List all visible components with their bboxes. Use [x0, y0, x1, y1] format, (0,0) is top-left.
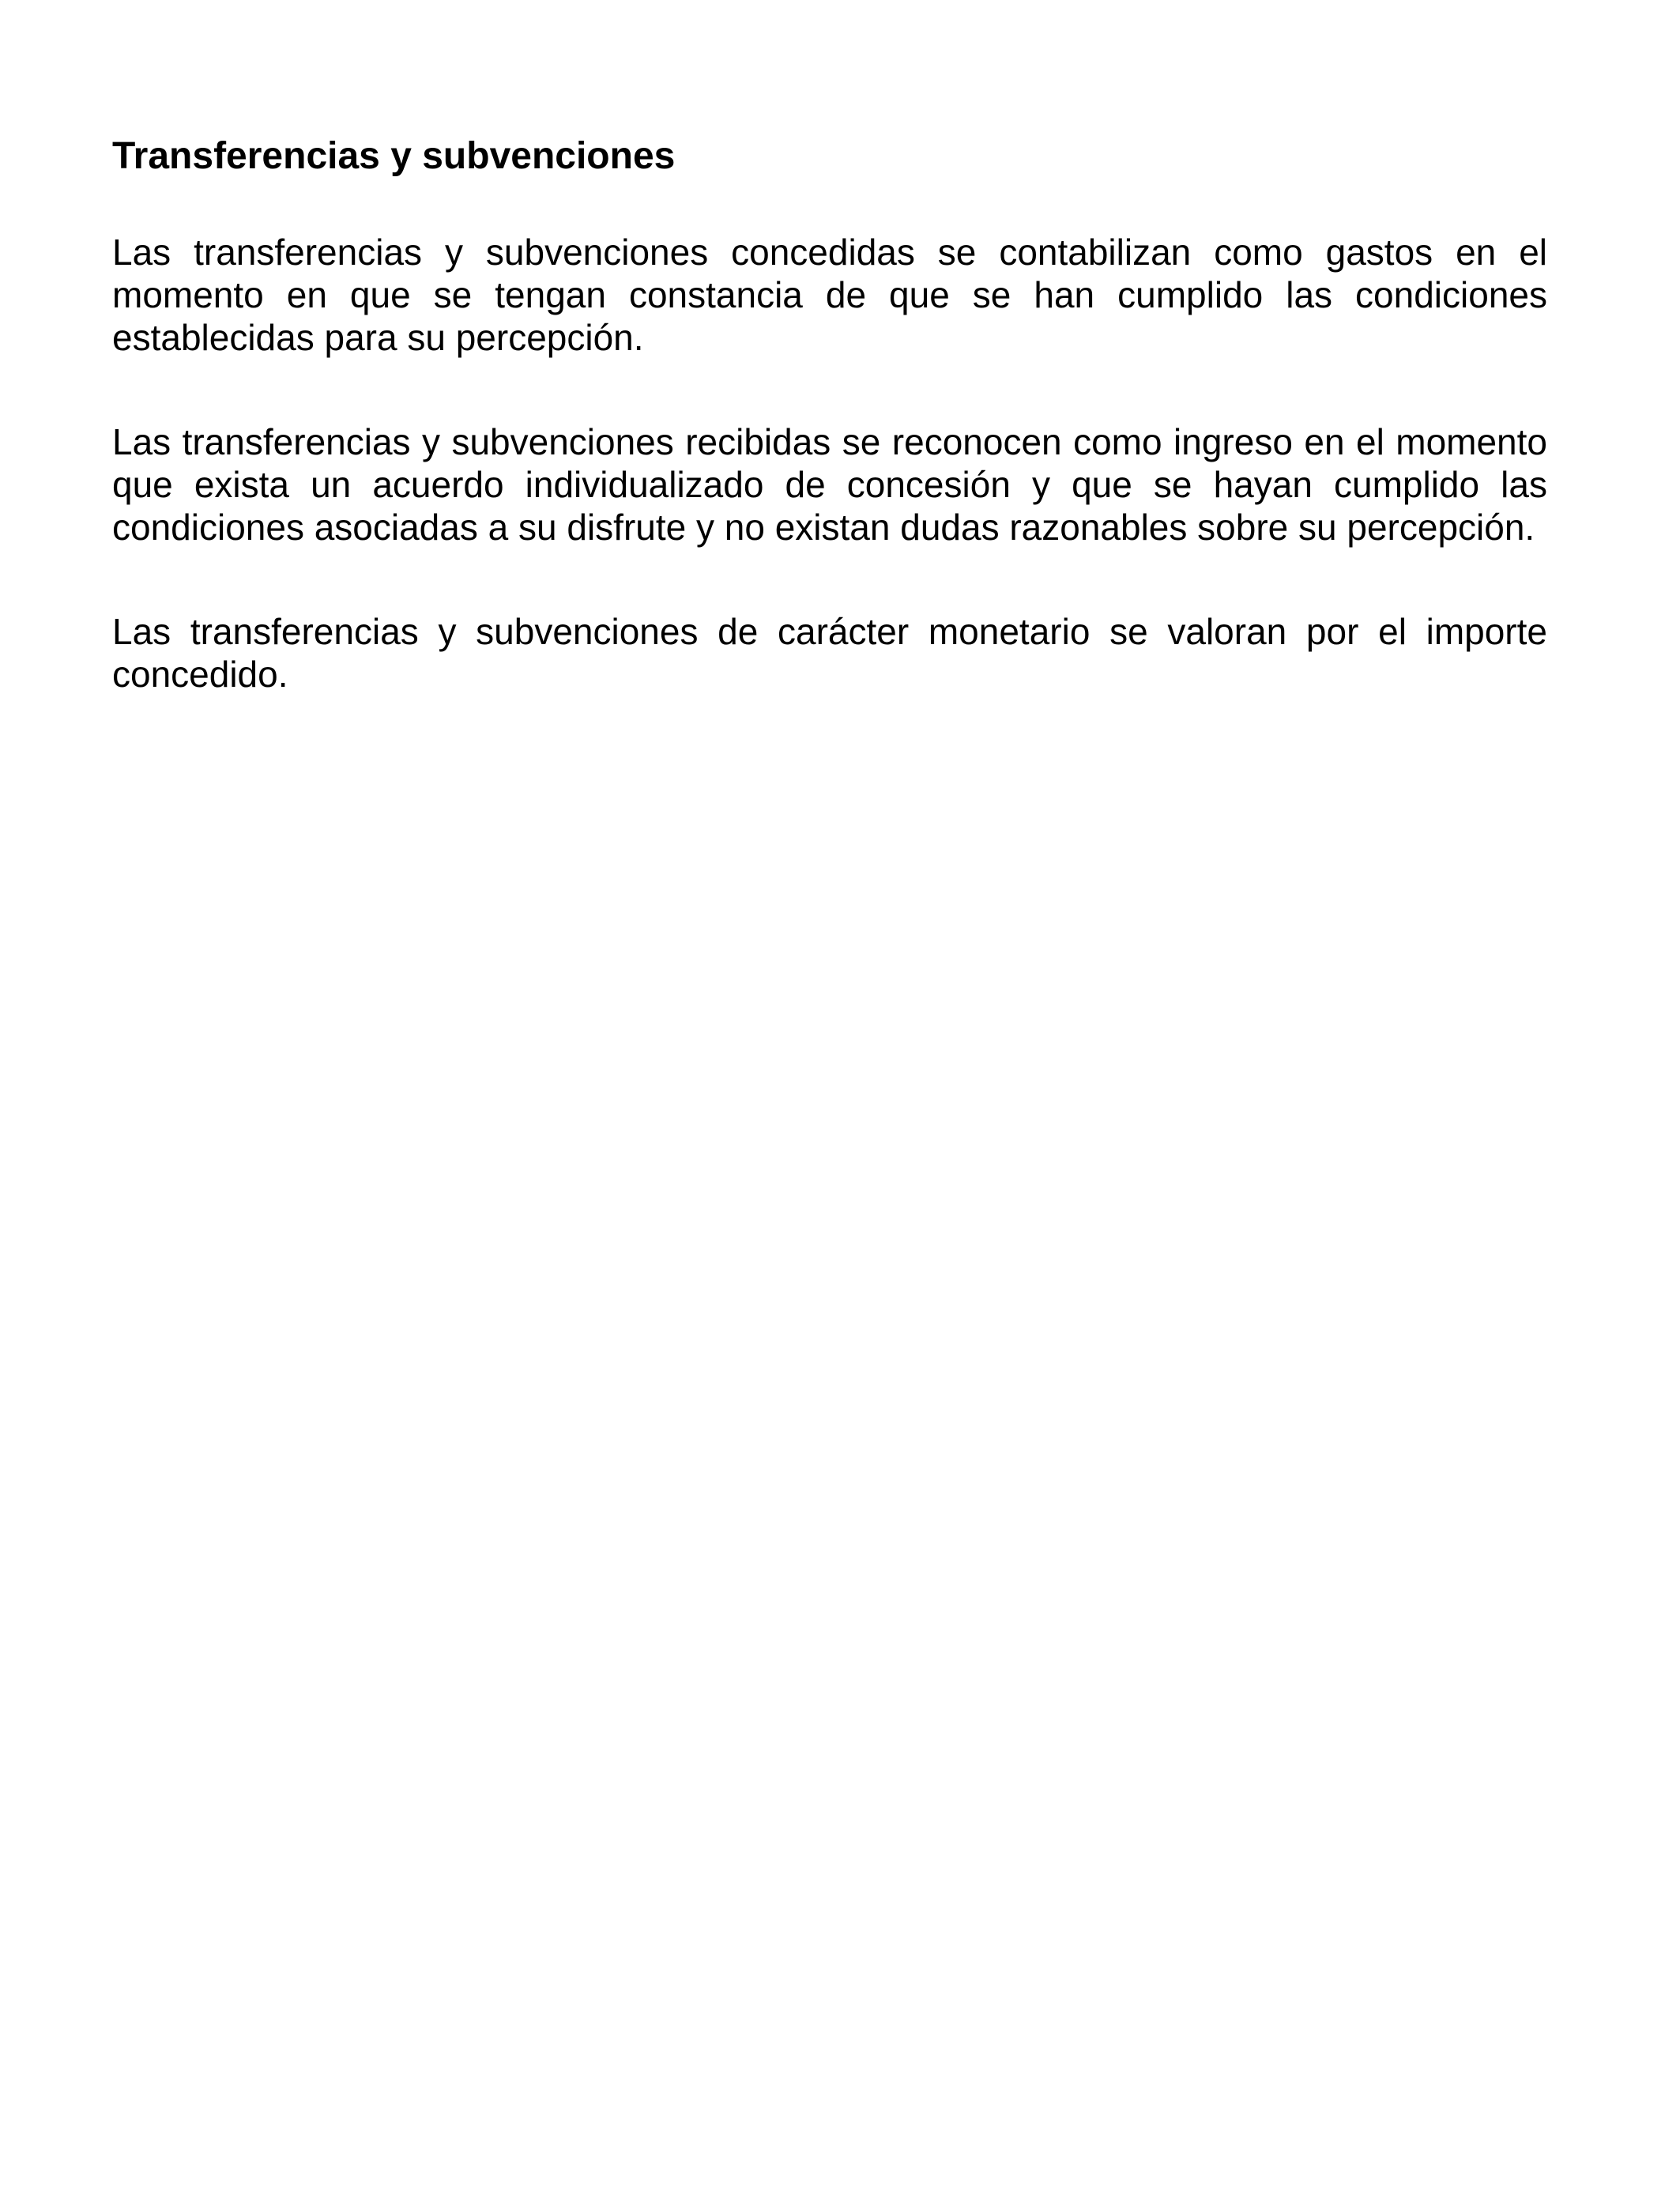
paragraph-received-subsidies: Las transferencias y subvenciones recibidas se reconocen como ingreso en el momento que exista un acuerdo individualizado de concesión y que se hayan cumplido las condiciones asociadas a su disfrute y no existan dudas razonables sobre su percepción. — [112, 421, 1547, 548]
document-body — [112, 133, 1547, 696]
paragraph-granted-subsidies: Las transferencias y subvenciones concedidas se contabilizan como gastos en el momento en que se tengan constancia de que se han cumplido las condiciones establecidas para su percepción. — [112, 232, 1547, 358]
section-title: Transferencias y subvenciones — [112, 135, 676, 177]
paragraph-monetary-valuation: Las transferencias y subvenciones de carácter monetario se valoran por el importe concedido. — [112, 611, 1547, 695]
